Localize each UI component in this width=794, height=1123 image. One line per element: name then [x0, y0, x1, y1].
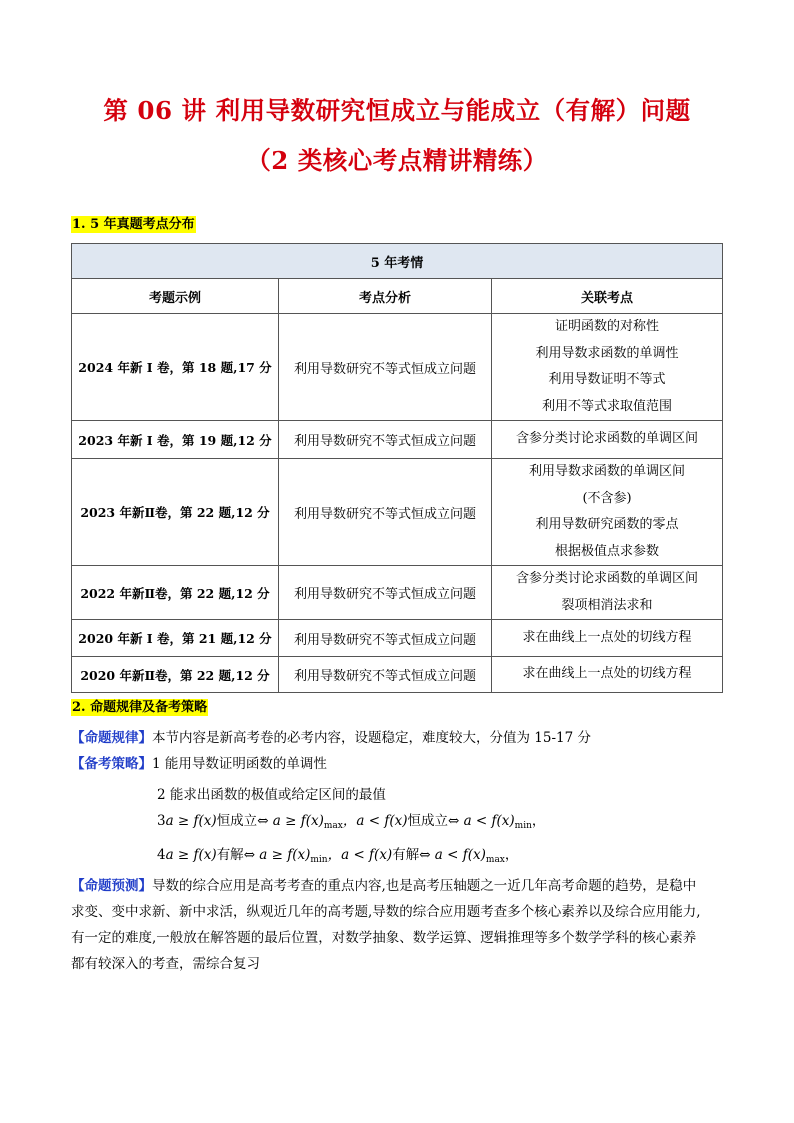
cell-exam: 2024 年新 I 卷，第 18 题,17 分	[72, 314, 279, 421]
formula: ，a < f(x)	[327, 847, 393, 863]
strategy-paragraph	[71, 751, 327, 777]
punctuation: ，	[531, 813, 546, 829]
formula: ⇔ a < f(x)	[447, 813, 515, 829]
rule-paragraph	[71, 725, 591, 751]
column-header-exam: 考题示例	[72, 279, 279, 314]
page-subtitle: （2 类核心考点精讲精练）	[246, 146, 548, 175]
cell-related	[492, 421, 723, 459]
table-row	[72, 421, 723, 459]
forecast-line	[71, 873, 726, 899]
forecast-tag: 【命题预测】	[71, 878, 152, 894]
page-title: 第 06 讲 利用导数研究恒成立与能成立（有解）问题	[103, 96, 691, 125]
cell-exam: 2023 年新Ⅱ卷，第 22 题,12 分	[72, 459, 279, 566]
punctuation: ，	[504, 847, 519, 863]
formula-word: 恒成立	[407, 813, 448, 829]
cell-exam: 2020 年新Ⅱ卷，第 22 题,12 分	[72, 657, 279, 693]
related-item: 裂项相消法求和	[561, 597, 653, 613]
strategy-item-1: 1 能用导数证明函数的单调性	[152, 756, 327, 772]
cell-exam: 2022 年新Ⅱ卷，第 22 题,12 分	[72, 566, 279, 620]
related-item: 利用导数证明不等式	[548, 372, 666, 387]
strategy-item-4	[157, 843, 518, 865]
strategy-tag: 【备考策略】	[71, 756, 152, 772]
column-header-related: 关联考点	[492, 279, 723, 314]
item-number: 3	[157, 813, 166, 829]
section-heading-strategy: 2. 命题规律及备考策略	[72, 700, 208, 715]
rule-tag: 【命题规律】	[71, 730, 152, 746]
table-row	[72, 314, 723, 421]
column-header-analysis: 考点分析	[279, 279, 492, 314]
table-row	[72, 566, 723, 620]
subscript: min	[310, 855, 328, 865]
table-row	[72, 459, 723, 566]
table-row	[72, 620, 723, 657]
cell-related	[492, 314, 723, 421]
cell-related	[492, 566, 723, 620]
formula: a ≥ f(x)	[165, 813, 217, 829]
forecast-line: 求变、变中求新、新中求活，纵观近几年的高考题,导数的综合应用题考查多个核心素养以及综合应用能力,	[71, 904, 701, 920]
table-row	[72, 657, 723, 693]
related-item: 利用导数求函数的单调区间	[529, 464, 686, 479]
exam-distribution-table	[71, 243, 723, 693]
forecast-text: 导数的综合应用是高考考查的重点内容,也是高考压轴题之一近几年高考命题的趋势，是稳中	[152, 878, 697, 894]
cell-analysis: 利用导数研究不等式恒成立问题	[279, 566, 492, 620]
formula-word: 有解	[216, 847, 244, 863]
cell-exam: 2023 年新 I 卷，第 19 题,12 分	[72, 421, 279, 459]
table-caption: 5 年考情	[72, 244, 723, 279]
formula: ，a < f(x)	[342, 813, 408, 829]
related-item: (不含参)	[582, 490, 632, 506]
subscript: max	[323, 821, 343, 831]
cell-related	[492, 657, 723, 693]
cell-related	[492, 459, 723, 566]
formula: ⇔ a < f(x)	[419, 847, 486, 863]
subscript: max	[485, 855, 505, 865]
item-number: 4	[157, 847, 166, 863]
related-item: 含参分类讨论求函数的单调区间	[516, 431, 699, 447]
formula: ⇔ a ≥ f(x)	[243, 847, 311, 863]
forecast-line: 有一定的难度,一般放在解答题的最后位置，对数学抽象、数学运算、逻辑推理等多个数学学科的核心素养	[71, 930, 697, 946]
cell-related	[492, 620, 723, 657]
cell-analysis: 利用导数研究不等式恒成立问题	[279, 421, 492, 459]
related-item: 根据极值点求参数	[555, 543, 660, 559]
formula-word: 有解	[392, 847, 420, 863]
section-heading-exam-distribution: 1. 5 年真题考点分布	[72, 217, 195, 232]
cell-analysis: 利用导数研究不等式恒成立问题	[279, 620, 492, 657]
subscript: min	[514, 821, 532, 831]
related-item: 求在曲线上一点处的切线方程	[522, 629, 692, 645]
rule-text: 本节内容是新高考卷的必考内容，设题稳定，难度较大，分值为 15-17 分	[152, 730, 591, 746]
related-item: 证明函数的对称性	[555, 319, 660, 334]
cell-analysis: 利用导数研究不等式恒成立问题	[279, 314, 492, 421]
related-item: 利用导数求函数的单调性	[535, 345, 679, 361]
related-item: 含参分类讨论求函数的单调区间	[516, 571, 699, 586]
related-item: 利用不等式求取值范围	[542, 398, 673, 414]
formula-word: 恒成立	[216, 813, 258, 829]
formula: a ≥ f(x)	[165, 847, 217, 863]
strategy-item-3	[157, 809, 545, 831]
related-item: 求在曲线上一点处的切线方程	[522, 666, 692, 682]
cell-exam: 2020 年新 I 卷，第 21 题,12 分	[72, 620, 279, 657]
forecast-paragraph	[71, 873, 726, 977]
strategy-item-2: 2 能求出函数的极值或给定区间的最值	[157, 787, 386, 803]
cell-analysis: 利用导数研究不等式恒成立问题	[279, 459, 492, 566]
cell-analysis: 利用导数研究不等式恒成立问题	[279, 657, 492, 693]
related-item: 利用导数研究函数的零点	[535, 517, 679, 532]
formula: ⇔ a ≥ f(x)	[257, 813, 324, 829]
forecast-line: 都有较深入的考查，需综合复习	[71, 956, 260, 972]
